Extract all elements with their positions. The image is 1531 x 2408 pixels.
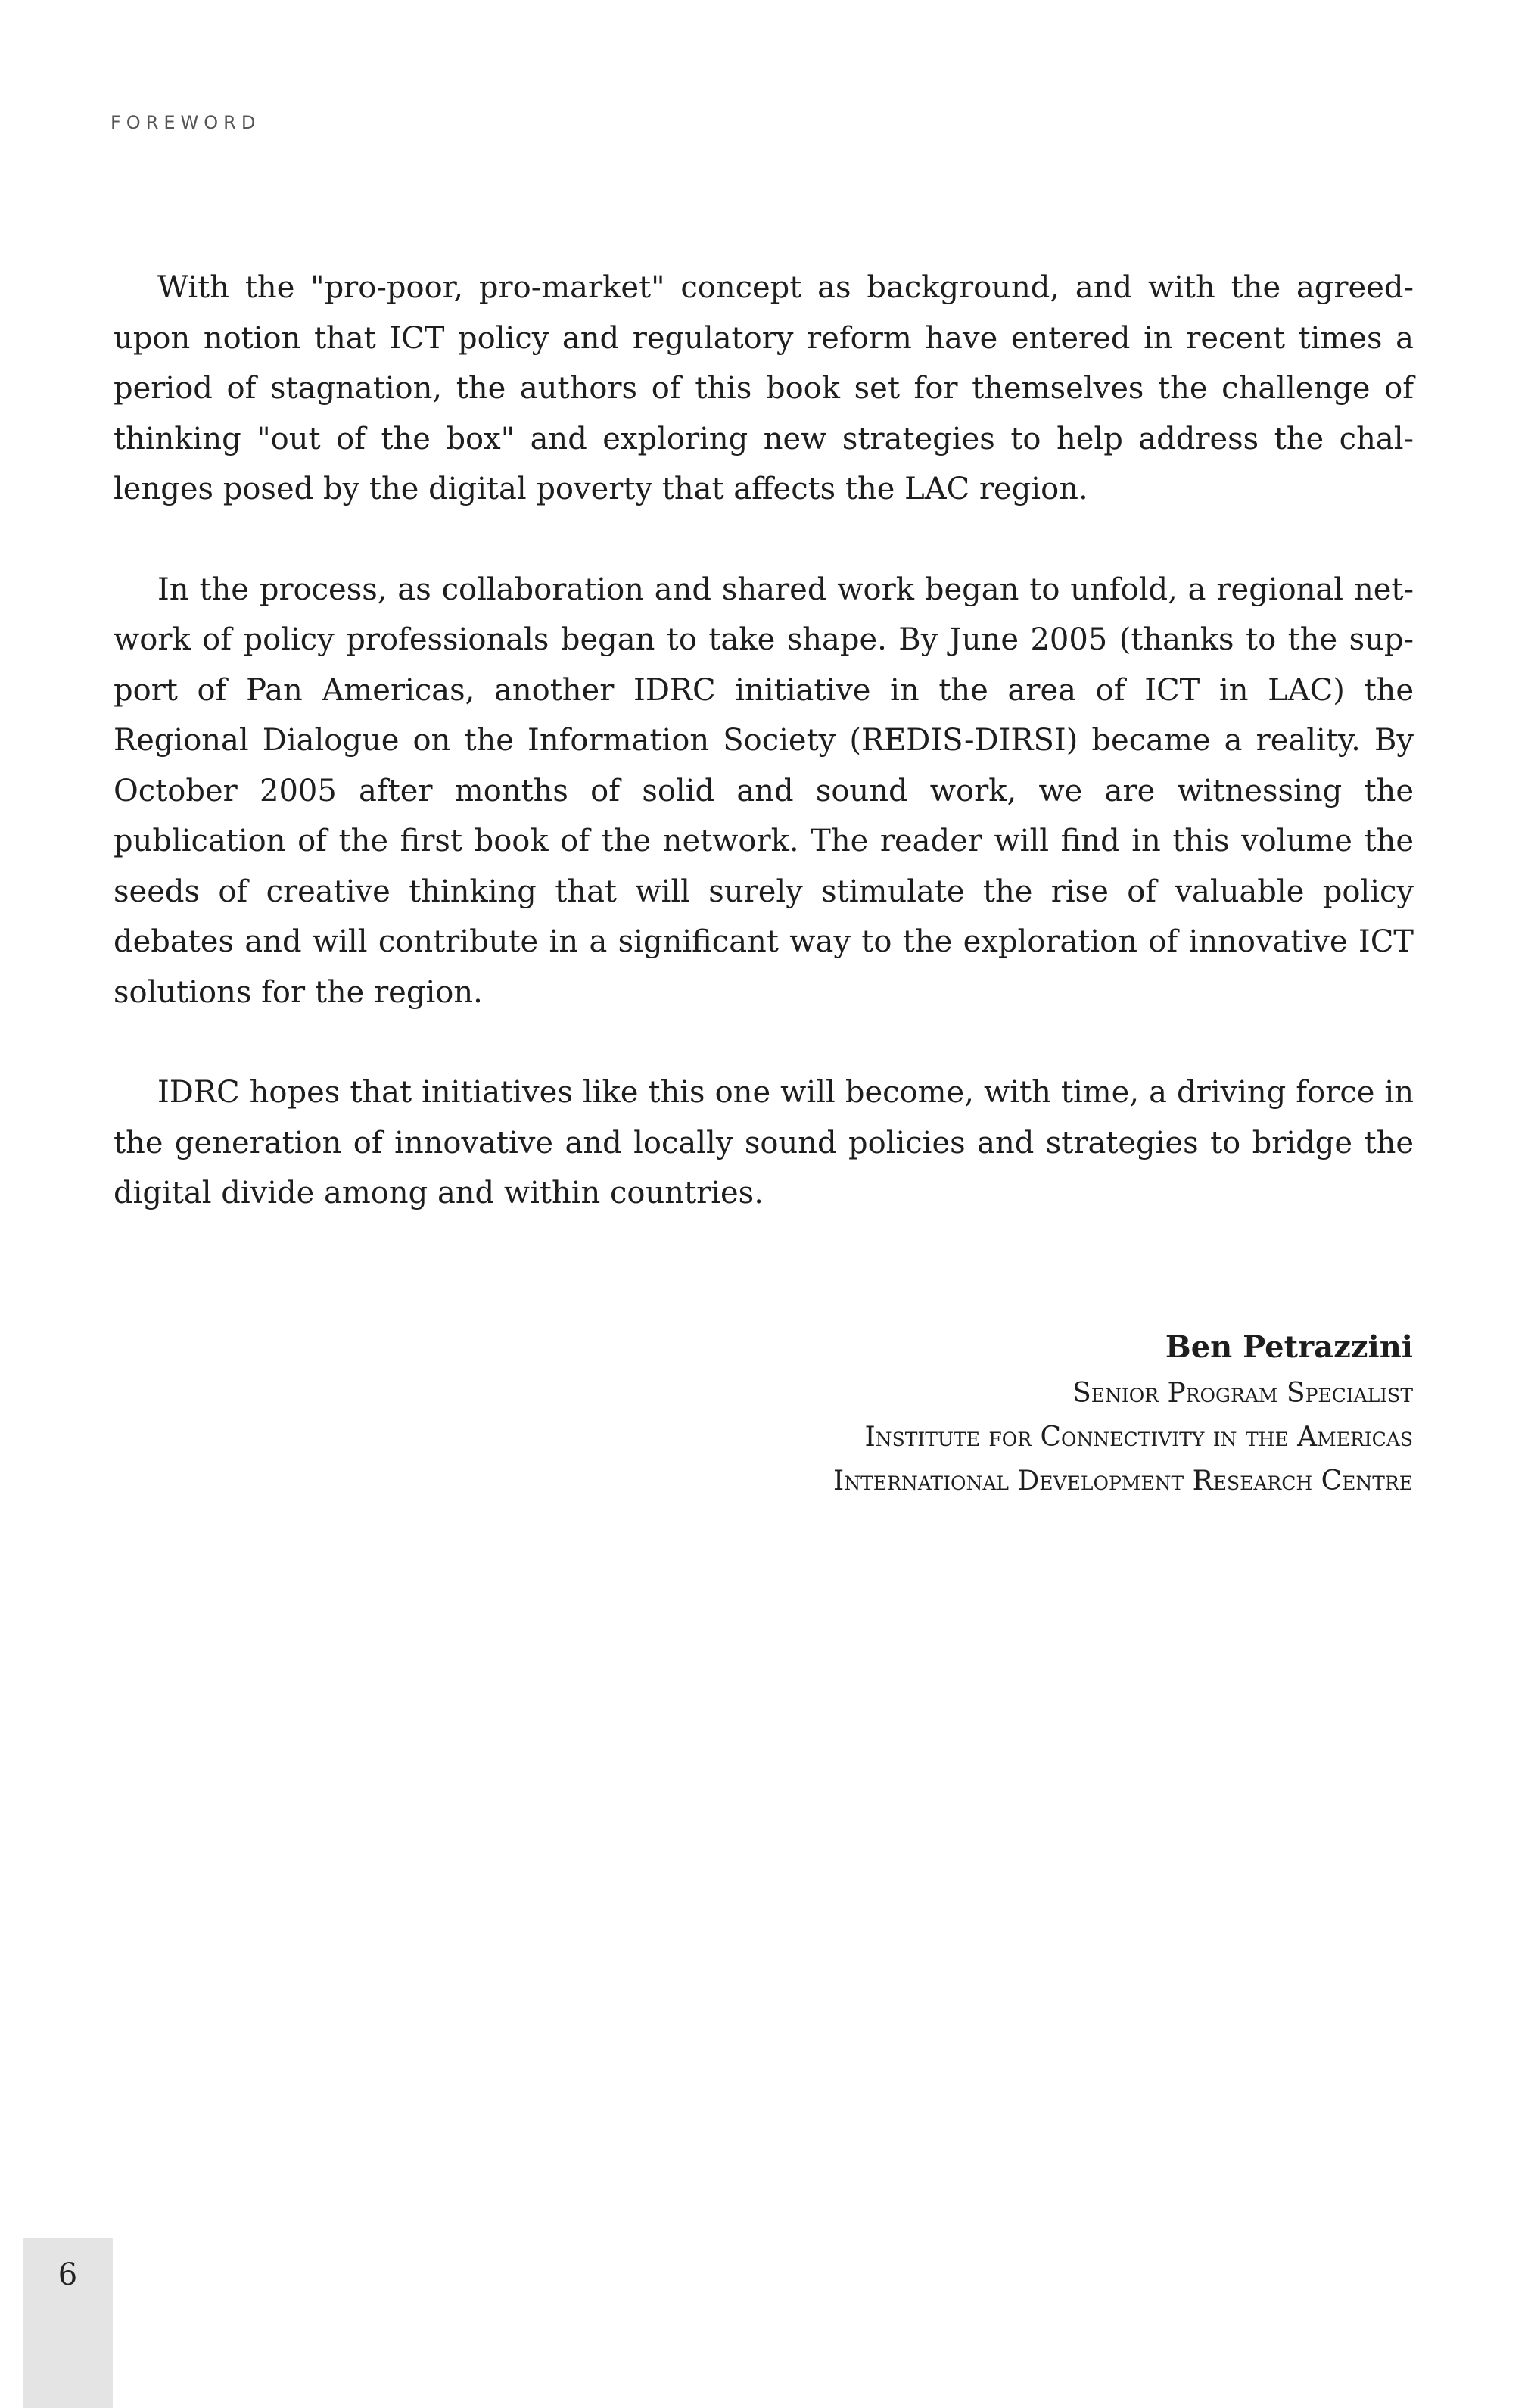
paragraph-3: IDRC hopes that initiatives like this one will become, with time, a driving force in the generation of innovative and locally sound policies and strategies to bridge the digital divide among and within countries. <box>114 1075 1414 1210</box>
signatory-organization: International Development Research Centre <box>833 1466 1413 1497</box>
signature-block <box>353 1323 1413 1503</box>
signatory-title: Senior Program Specialist <box>1072 1378 1413 1409</box>
body-text <box>114 263 1414 1269</box>
paragraph-2: In the process, as collaboration and shared work began to unfold, a regional network of policy professionals began to take shape. By June 2005 (thanks to the support of Pan Americas, another IDRC initiative in the area of ICT in LAC) the Regional Dialogue on the Information Society (REDIS-DIRSI) became a reality. By October 2005 after months of solid and sound work, we are witnessing the publication of the first book of the network. The reader will find in this volume the seeds of creative thinking that will surely stimulate the rise of valuable policy debates and will contribute in a significant way to the exploration of innovative ICT solutions for the region. <box>114 572 1414 1010</box>
page-number-tab <box>23 2238 113 2408</box>
paragraph-1: With the "pro-poor, pro-market" concept as background, and with the agreed-upon notion that ICT policy and regulatory reform have entered in recent times a period of stagnation, the authors of this book set for themselves the challenge of thinking "out of the box" and exploring new strategies to help address the challenges posed by the digital poverty that affects the LAC region. <box>114 270 1414 506</box>
running-head: FOREWORD <box>110 112 261 133</box>
signatory-name: Ben Petrazzini <box>1165 1329 1413 1365</box>
page-number: 6 <box>58 2257 78 2292</box>
signatory-institute: Institute for Connectivity in the Americas <box>864 1422 1413 1453</box>
